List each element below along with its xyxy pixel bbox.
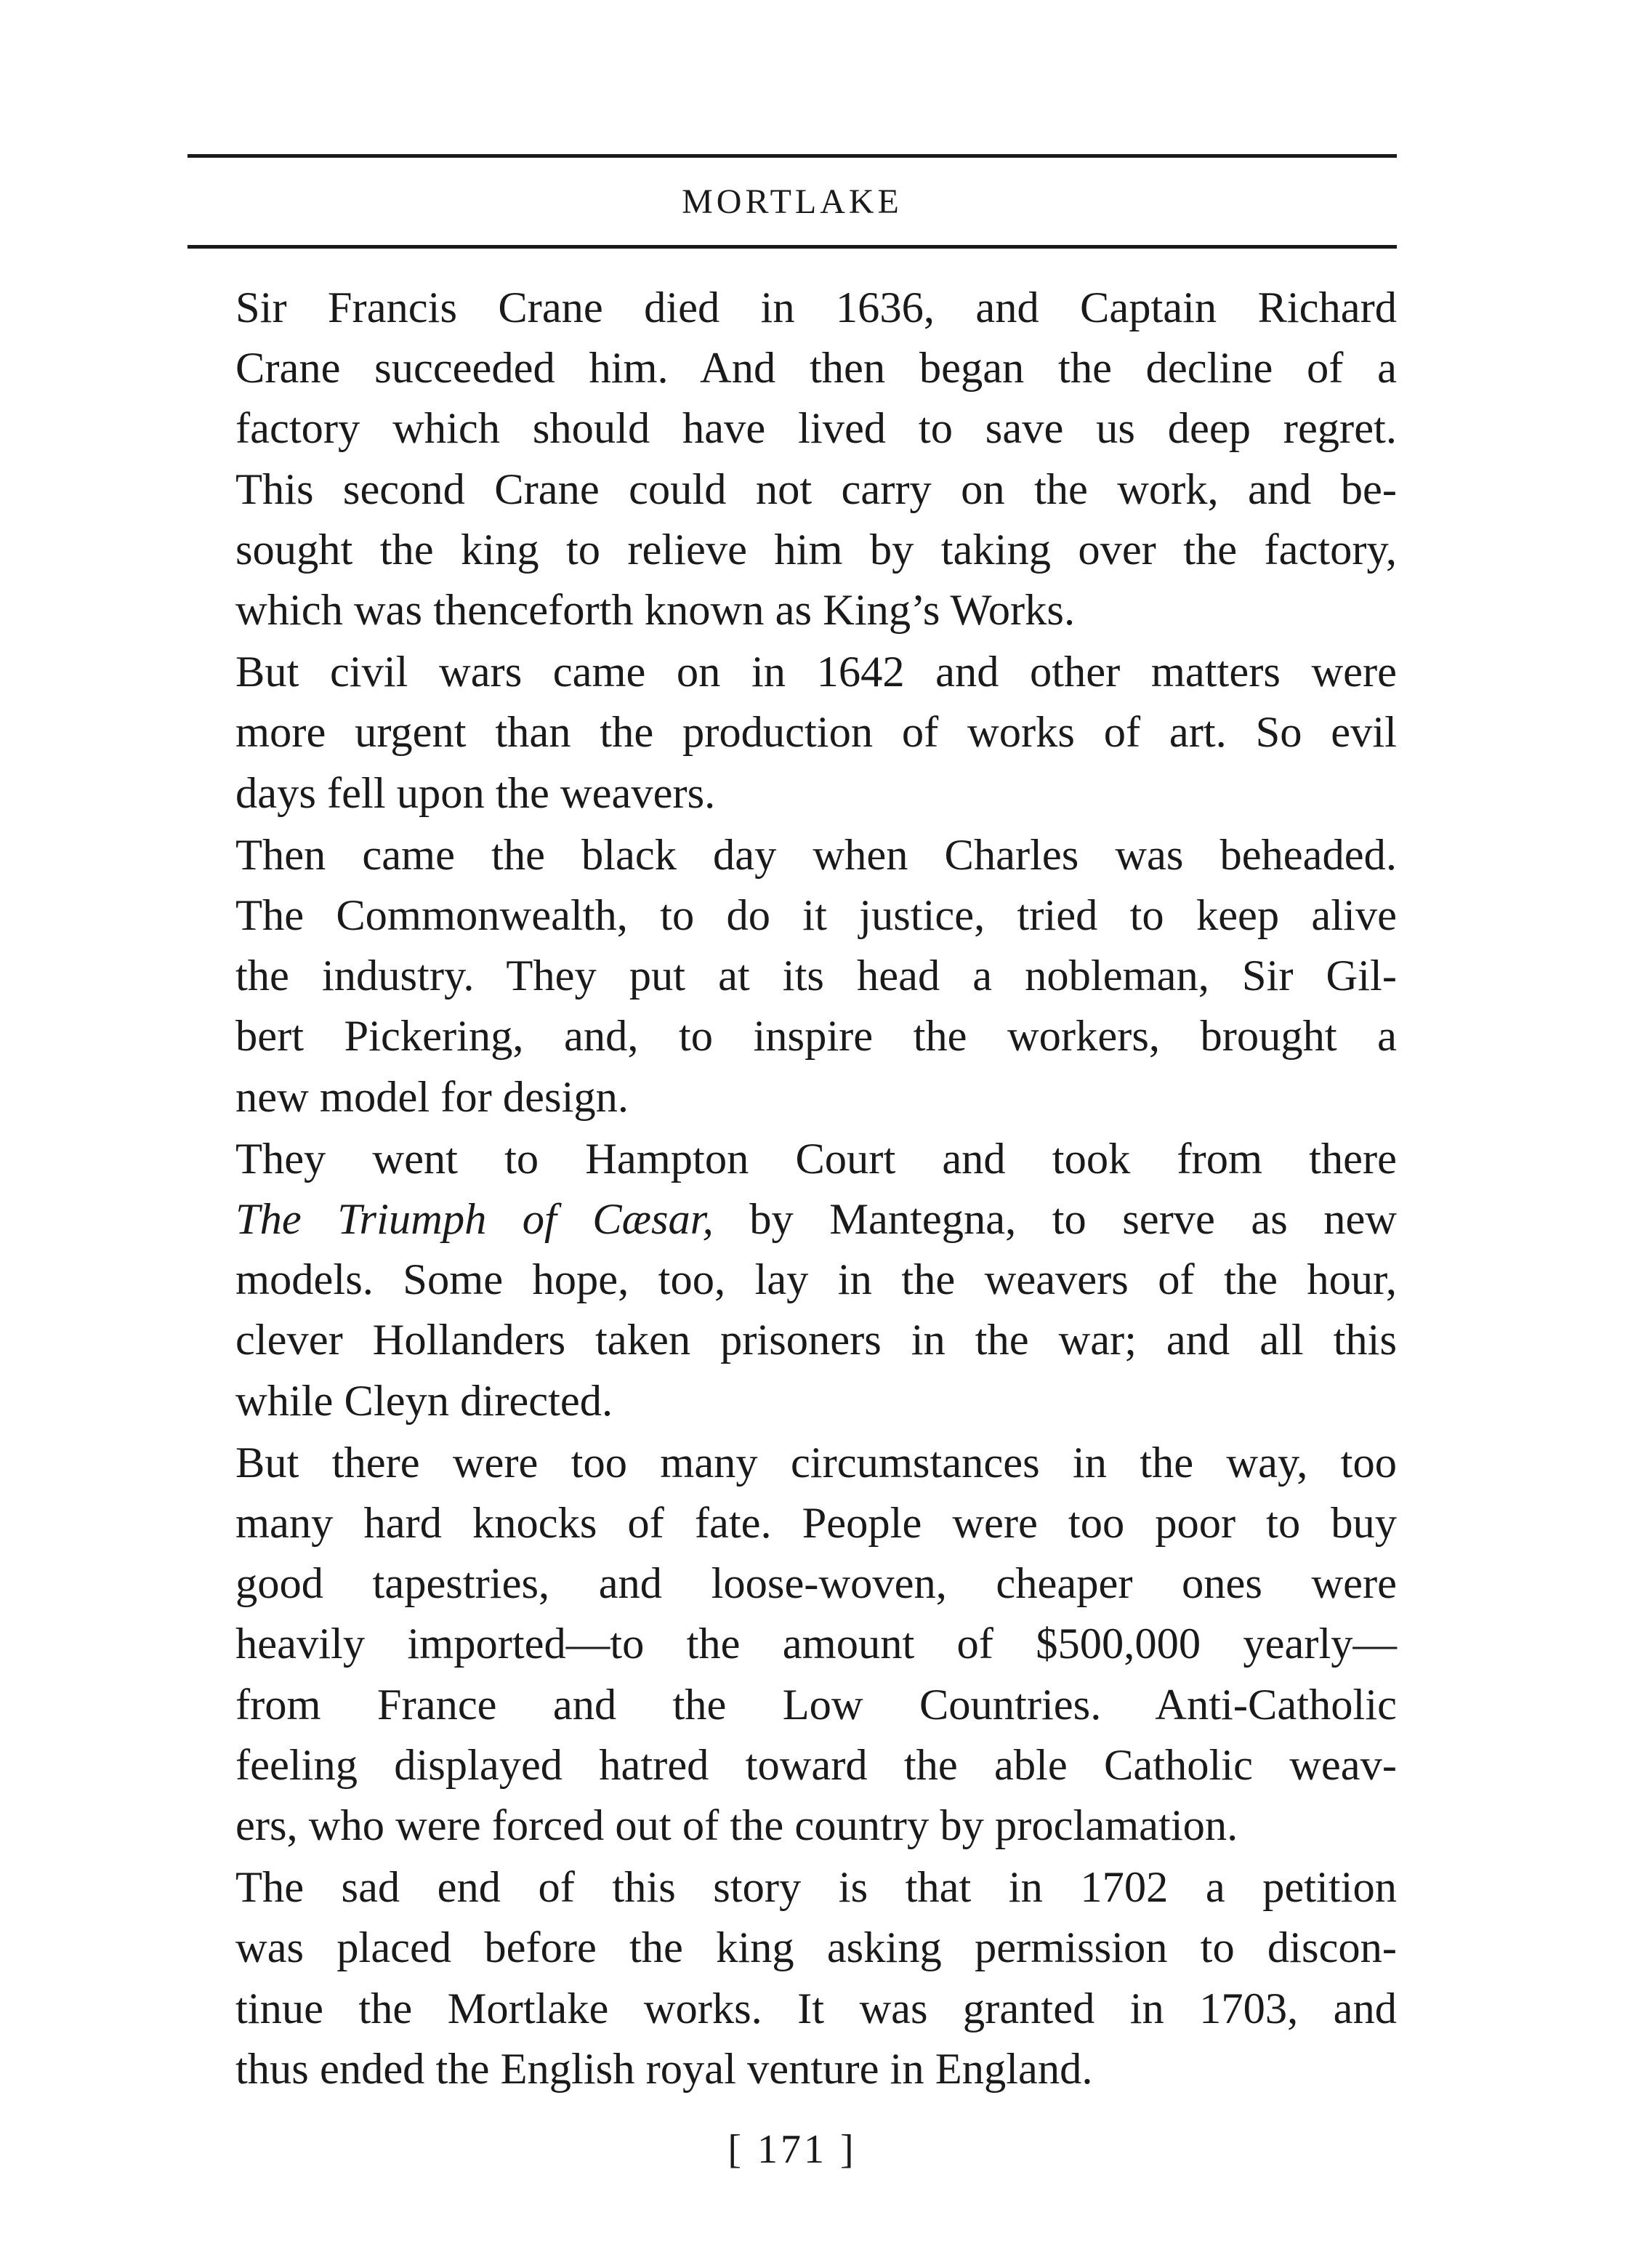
text-line: while Cleyn directed. bbox=[235, 1376, 613, 1425]
text-line: heavily imported—to the amount of $500,000 yearly— bbox=[235, 1620, 1397, 1669]
paragraph bbox=[188, 278, 1397, 640]
text-line: new model for design. bbox=[235, 1072, 629, 1122]
text-line: the industry. They put at its head a nobleman, Sir Gil- bbox=[235, 952, 1397, 1001]
paragraph bbox=[188, 1129, 1397, 1431]
text-line: clever Hollanders taken prisoners in the war; and all this bbox=[235, 1316, 1397, 1365]
text-line: many hard knocks of fate. People were too poor to buy bbox=[235, 1499, 1397, 1548]
text-line: more urgent than the production of works of art. So evil bbox=[235, 708, 1397, 757]
text-line: feeling displayed hatred toward the able Catholic weav- bbox=[235, 1740, 1397, 1790]
text-line: But there were too many circumstances in the way, too bbox=[235, 1438, 1397, 1487]
text-line: days fell upon the weavers. bbox=[235, 768, 716, 818]
paragraph bbox=[188, 825, 1397, 1127]
text-line bbox=[188, 1189, 1397, 1250]
header-rule bbox=[188, 245, 1397, 249]
text-line: This second Crane could not carry on the work, and be- bbox=[235, 465, 1397, 514]
page-number: [ 171 ] bbox=[727, 2127, 857, 2172]
text-line: Then came the black day when Charles was beheaded. bbox=[235, 830, 1397, 880]
text-line: The sad end of this story is that in 1702 a petition bbox=[235, 1863, 1397, 1913]
text-line: models. Some hope, too, lay in the weavers of the hour, bbox=[235, 1255, 1397, 1305]
text-line: They went to Hampton Court and took from there bbox=[235, 1134, 1397, 1183]
text-line: thus ended the English royal venture in England. bbox=[235, 2044, 1093, 2094]
text-line: sought the king to relieve him by taking over the factory, bbox=[235, 525, 1397, 574]
text-line: good tapestries, and loose-woven, cheaper ones were bbox=[235, 1559, 1397, 1609]
text-line: tinue the Mortlake works. It was granted in 1703, and bbox=[235, 1984, 1397, 2033]
paragraph bbox=[188, 1857, 1397, 2099]
text-line: The Commonwealth, to do it justice, tried to keep alive bbox=[235, 891, 1397, 941]
paragraph bbox=[188, 1433, 1397, 1856]
top-rule bbox=[188, 154, 1397, 158]
text-line: bert Pickering, and, to inspire the workers, brought a bbox=[235, 1012, 1397, 1061]
text-line: Sir Francis Crane died in 1636, and Captain Richard bbox=[235, 284, 1397, 332]
running-head: MORTLAKE bbox=[682, 182, 903, 221]
body-text bbox=[188, 278, 1397, 2101]
text-line: which was thenceforth known as King’s Works. bbox=[235, 586, 1076, 635]
text-line: ers, who were forced out of the country by proclamation. bbox=[235, 1801, 1238, 1851]
text-line: factory which should have lived to save us deep regret. bbox=[235, 404, 1397, 454]
text-line: from France and the Low Countries. Anti-Catholic bbox=[235, 1680, 1397, 1729]
text-line: But civil wars came on in 1642 and other matters were bbox=[235, 648, 1397, 697]
text-line: was placed before the king asking permission to discon- bbox=[235, 1923, 1397, 1973]
paragraph bbox=[188, 642, 1397, 824]
text-fragment: by Mantegna, to serve as new bbox=[713, 1195, 1397, 1244]
text-line: Crane succeeded him. And then began the decline of a bbox=[235, 344, 1397, 393]
book-title-italic: The Triumph of Cæsar, bbox=[235, 1195, 714, 1244]
